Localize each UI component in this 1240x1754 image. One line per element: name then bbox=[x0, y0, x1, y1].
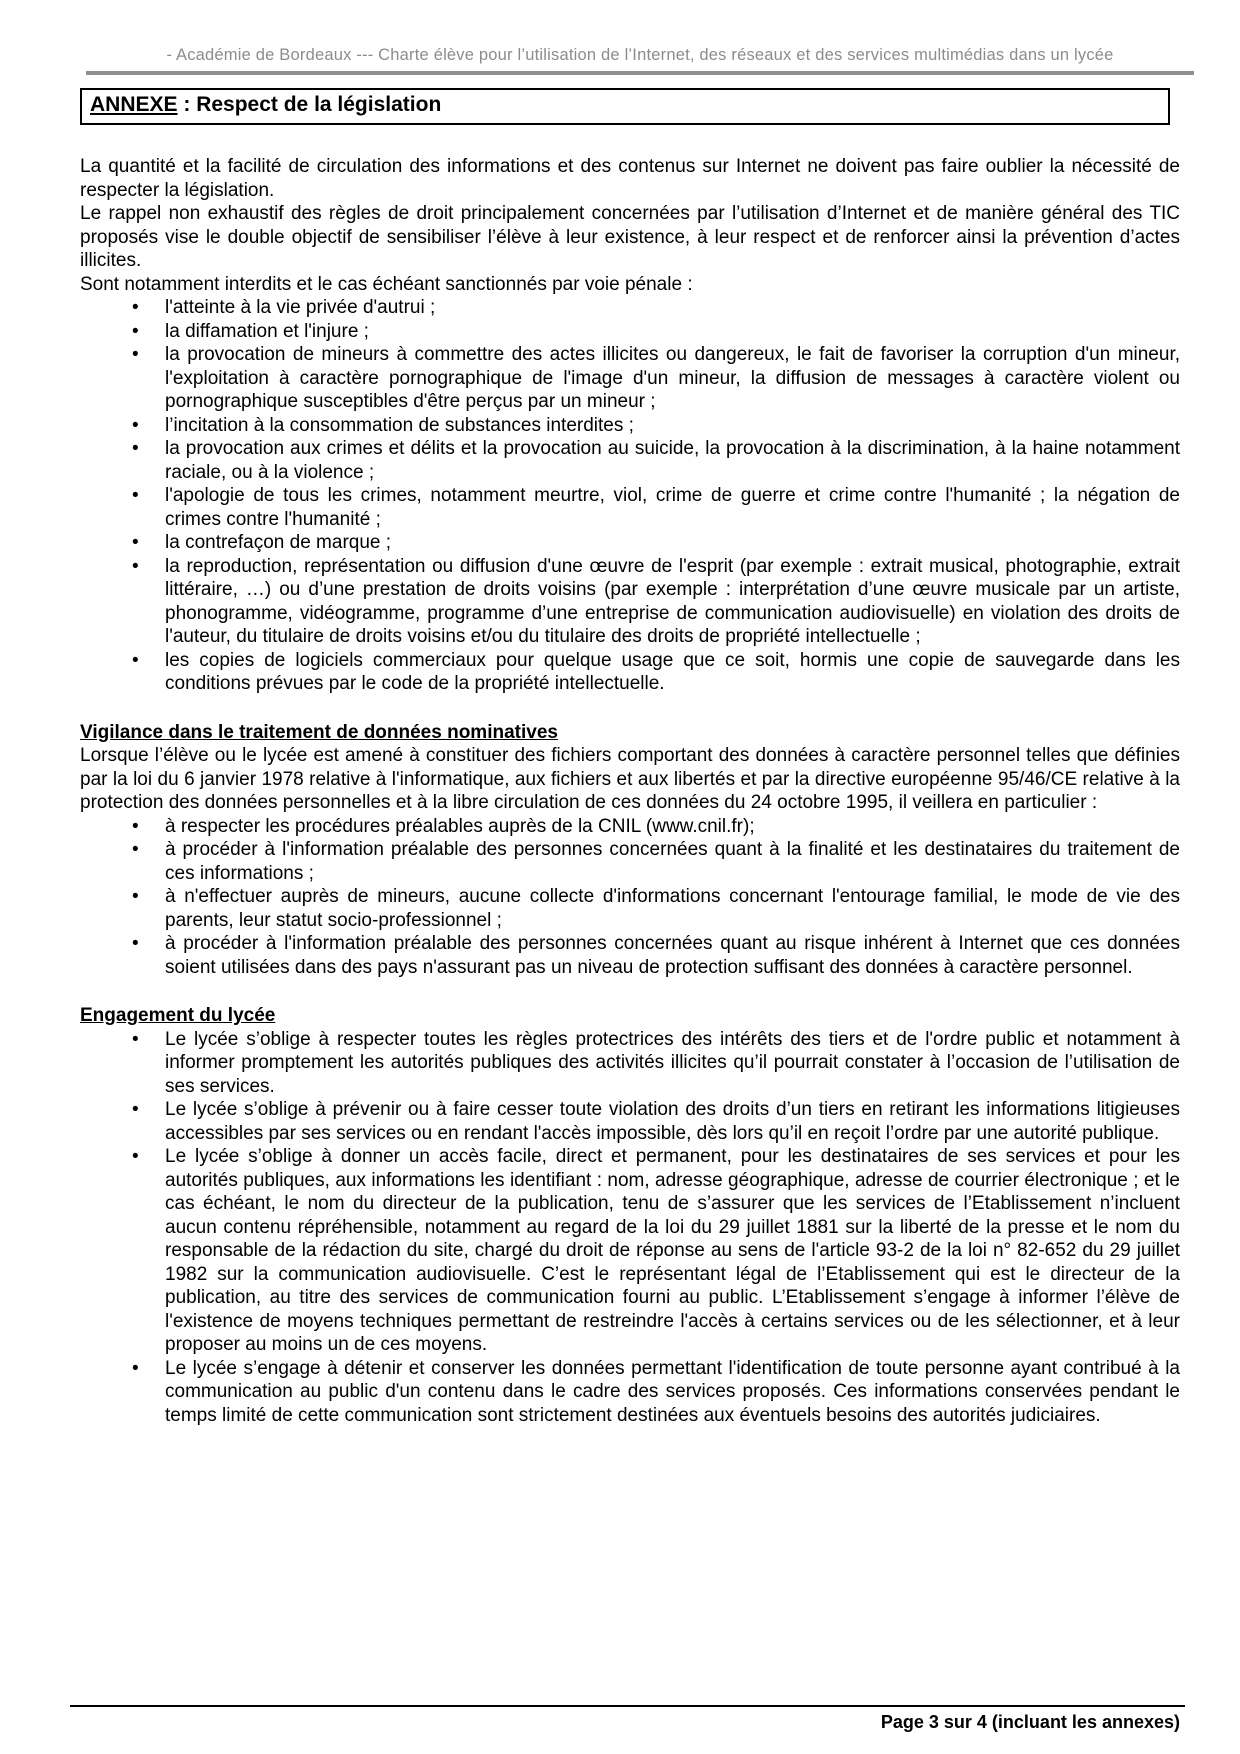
list-item: • la contrefaçon de marque ; bbox=[165, 531, 1180, 555]
page-content bbox=[80, 88, 1180, 1427]
vigilance-list bbox=[80, 815, 1180, 980]
vigilance-intro: Lorsque l’élève ou le lycée est amené à constituer des fichiers comportant des données à caractère personnel telles que définies par la loi du 6 janvier 1978 relative à l'informatique, aux fichiers et aux libertés et par la directive européenne 95/46/CE relative à la protection des données personnelles et à la libre circulation de ces données du 24 octobre 1995, il veillera en particulier : bbox=[80, 745, 1180, 813]
annexe-title-box bbox=[80, 88, 1170, 125]
list-item: • Le lycée s’oblige à respecter toutes les règles protectrices des intérêts des tiers et de l'ordre public et notamment à informer promptement les autorités publiques des activités illicites qu’il pourrait constater à l’occasion de l’utilisation de ses services. bbox=[165, 1028, 1180, 1099]
intro-paragraph-3: Sont notamment interdits et le cas échéant sanctionnés par voie pénale : bbox=[80, 273, 693, 295]
running-header: - Académie de Bordeaux --- Charte élève pour l’utilisation de l’Internet, des réseaux et des services multimédias dans un lycée bbox=[166, 46, 1114, 64]
list-item: • les copies de logiciels commerciaux pour quelque usage que ce soit, hormis une copie de sauvegarde dans les conditions prévues par le code de la propriété intellectuelle. bbox=[165, 649, 1180, 696]
list-item: • la provocation de mineurs à commettre des actes illicites ou dangereux, le fait de favoriser la corruption d'un mineur, l'exploitation à caractère pornographique de l'image d'un mineur, la diffusion de messages à caractère violent ou pornographique susceptibles d'être perçus par un mineur ; bbox=[165, 343, 1180, 414]
list-item: • à respecter les procédures préalables auprès de la CNIL (www.cnil.fr); bbox=[165, 815, 1180, 839]
list-item: • Le lycée s’oblige à prévenir ou à faire cesser toute violation des droits d’un tiers en retirant les informations litigieuses accessibles par ses services ou en rendant l'accès impossible, dès lors qu’il en reçoit l’ordre par une autorité publique. bbox=[165, 1098, 1180, 1145]
footer-rule bbox=[70, 1705, 1185, 1707]
list-item: • à procéder à l'information préalable des personnes concernées quant à la finalité et les destinataires du traitement de ces informations ; bbox=[165, 838, 1180, 885]
list-item: • Le lycée s’engage à détenir et conserver les données permettant l'identification de toute personne ayant contribué à la communication au public d'un contenu dans le cadre des services proposés. Ces informations conservées pendant le temps limité de cette communication sont strictement destinées aux éventuels besoins des autorités judiciaires. bbox=[165, 1357, 1180, 1428]
engagement-list bbox=[80, 1028, 1180, 1428]
list-item: • la reproduction, représentation ou diffusion d'une œuvre de l'esprit (par exemple : extrait musical, photographie, extrait littéraire, …) ou d’une prestation de droits voisins (par exemple : interprétation d’une œuvre musicale par un artiste, phonogramme, vidéogramme, programme d’une entreprise de communication audiovisuelle) en violation des droits de l'auteur, du titulaire de droits voisins et/ou du titulaire des droits de propriété intellectuelle ; bbox=[165, 555, 1180, 649]
list-item: • à n'effectuer auprès de mineurs, aucune collecte d'informations concernant l'entourage familial, le mode de vie des parents, leur statut socio-professionnel ; bbox=[165, 885, 1180, 932]
engagement-heading: Engagement du lycée bbox=[80, 1005, 276, 1026]
list-item: • l’incitation à la consommation de substances interdites ; bbox=[165, 414, 1180, 438]
list-item: • l'atteinte à la vie privée d'autrui ; bbox=[165, 296, 1180, 320]
interdictions-list bbox=[80, 296, 1180, 696]
vigilance-heading: Vigilance dans le traitement de données nominatives bbox=[80, 721, 558, 743]
list-item: • la provocation aux crimes et délits et la provocation au suicide, la provocation à la discrimination, à la haine notamment raciale, ou à la violence ; bbox=[165, 437, 1180, 484]
list-item: • Le lycée s’oblige à donner un accès facile, direct et permanent, pour les destinataires de ses services et pour les autorités publiques, aux informations les identifiant : nom, adresse géographique, adresse de courrier électronique ; et le cas échéant, le nom du directeur de la publication, tenu de s’assurer que les services de l’Etablissement n’incluent aucun contenu répréhensible, notamment au regard de la loi du 29 juillet 1881 sur la liberté de la presse et le nom du responsable de la rédaction du site, chargé du droit de réponse au sens de l'article 93-2 de la loi n° 82-652 du 29 juillet 1982 sur la communication audiovisuelle. C’est le représentant légal de l’Etablissement qui est le directeur de la publication, au titre des services de communication fourni au public. L’Etablissement s’engage à informer l’élève de l'existence de moyens techniques permettant de restreindre l'accès à certains services ou de les sélectionner, et à leur proposer au moins un de ces moyens. bbox=[165, 1145, 1180, 1357]
list-item: • l'apologie de tous les crimes, notamment meurtre, viol, crime de guerre et crime contre l'humanité ; la négation de crimes contre l'humanité ; bbox=[165, 484, 1180, 531]
header-rule bbox=[86, 71, 1194, 75]
annexe-title-rest: : Respect de la législation bbox=[177, 93, 442, 116]
page-number: Page 3 sur 4 (incluant les annexes) bbox=[880, 1712, 1180, 1732]
list-item: • à procéder à l'information préalable des personnes concernées quant au risque inhérent à Internet que ces données soient utilisées dans des pays n'assurant pas un niveau de protection suffisant des données à caractère personnel. bbox=[165, 932, 1180, 979]
intro-paragraph-1: La quantité et la facilité de circulation des informations et des contenus sur Internet ne doivent pas faire oublier la nécessité de respecter la législation. bbox=[80, 156, 1180, 201]
annexe-keyword: ANNEXE bbox=[90, 93, 178, 116]
intro-paragraph-2: Le rappel non exhaustif des règles de droit principalement concernées par l’utilisation d’Internet et de manière général des TIC proposés vise le double objectif de sensibiliser l’élève à leur existence, à leur respect et de renforcer ainsi la prévention d’actes illicites. bbox=[80, 203, 1180, 271]
list-item: • la diffamation et l'injure ; bbox=[165, 320, 1180, 344]
